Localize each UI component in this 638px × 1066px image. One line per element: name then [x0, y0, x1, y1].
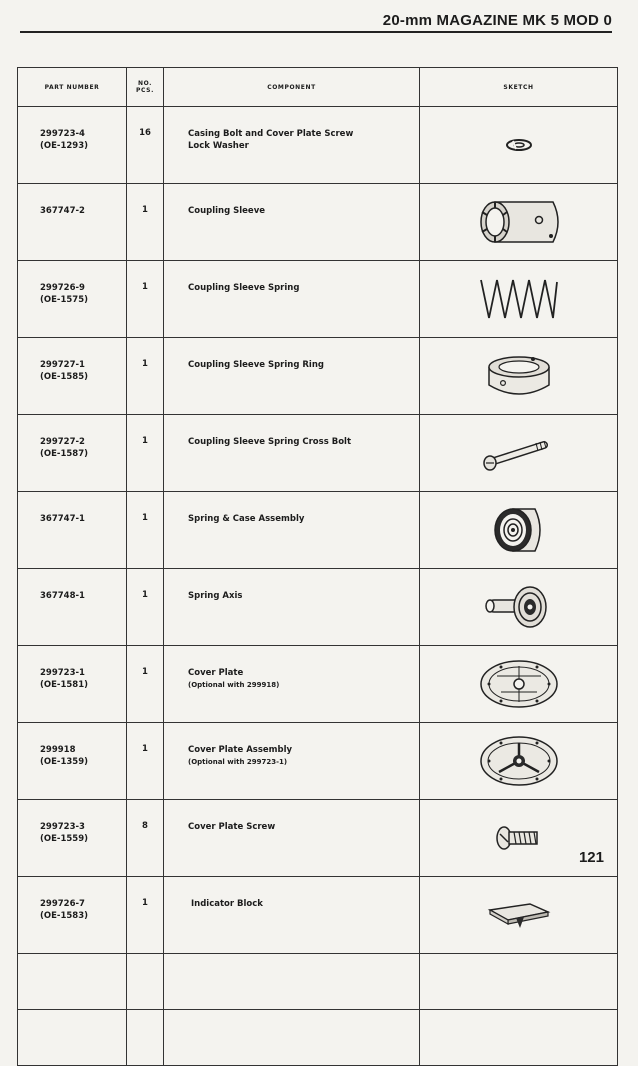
sketch-cell: [420, 107, 618, 184]
component-cell: Coupling Sleeve: [164, 184, 420, 261]
col-header-component: COMPONENT: [164, 68, 420, 107]
spring-axis-icon: [482, 583, 556, 631]
pcs-cell: 1: [127, 492, 164, 569]
page-number: 121: [578, 849, 604, 866]
pcs-cell: 1: [127, 646, 164, 723]
table-row: [18, 492, 618, 569]
spring-ring-icon: [481, 353, 557, 399]
coupling-sleeve-icon: [469, 196, 569, 248]
spring-case-icon: [487, 505, 551, 555]
component-cell: Indicator Block: [164, 877, 420, 954]
table-row-empty: [18, 954, 618, 1010]
lock-washer-icon: [499, 135, 539, 155]
part-number-cell: 367748-1: [18, 569, 127, 646]
part-number-cell: 367747-1: [18, 492, 127, 569]
spring-icon: [477, 276, 561, 322]
pcs-cell: 1: [127, 338, 164, 415]
sketch-cell: [420, 569, 618, 646]
part-number-cell: 299723-3 (OE-1559): [18, 800, 127, 877]
table-row: [18, 107, 618, 184]
cover-plate-icon: [477, 658, 561, 710]
pcs-cell: 16: [127, 107, 164, 184]
table-header-row: [18, 68, 618, 107]
table-row: [18, 569, 618, 646]
table-row: [18, 646, 618, 723]
cross-bolt-icon: [476, 433, 562, 473]
component-cell: Coupling Sleeve Spring Cross Bolt: [164, 415, 420, 492]
col-header-pcs: NO. PCS.: [127, 68, 164, 107]
table-row-empty: [18, 1010, 618, 1066]
pcs-cell: 1: [127, 261, 164, 338]
part-number-cell: 299723-1 (OE-1581): [18, 646, 127, 723]
component-cell: Cover Plate Screw: [164, 800, 420, 877]
indicator-block-icon: [486, 900, 552, 930]
pcs-cell: 1: [127, 877, 164, 954]
component-cell: Cover Plate (Optional with 299918): [164, 646, 420, 723]
part-number-cell: 367747-2: [18, 184, 127, 261]
header-rule: [20, 31, 612, 33]
part-number-cell: 299727-2 (OE-1587): [18, 415, 127, 492]
cover-plate-assembly-icon: [477, 734, 561, 788]
sketch-cell: [420, 415, 618, 492]
part-number-cell: 299727-1 (OE-1585): [18, 338, 127, 415]
table-row: [18, 261, 618, 338]
table-row: [18, 184, 618, 261]
sketch-cell: [420, 184, 618, 261]
table-row: [18, 415, 618, 492]
component-cell: Cover Plate Assembly (Optional with 299723-1): [164, 723, 420, 800]
part-number-cell: 299723-4 (OE-1293): [18, 107, 127, 184]
col-header-part-number: PART NUMBER: [18, 68, 127, 107]
sketch-cell: [420, 646, 618, 723]
part-number-cell: 299918 (OE-1359): [18, 723, 127, 800]
component-cell: Coupling Sleeve Spring: [164, 261, 420, 338]
screw-icon: [494, 822, 544, 854]
page-title: 20-mm MAGAZINE MK 5 MOD 0: [382, 12, 612, 29]
col-header-sketch: SKETCH: [420, 68, 618, 107]
pcs-cell: 1: [127, 723, 164, 800]
sketch-cell: [420, 492, 618, 569]
parts-table: [17, 67, 618, 1066]
component-cell: Spring & Case Assembly: [164, 492, 420, 569]
pcs-cell: 1: [127, 569, 164, 646]
component-cell: Coupling Sleeve Spring Ring: [164, 338, 420, 415]
table-row: [18, 800, 618, 877]
part-number-cell: 299726-9 (OE-1575): [18, 261, 127, 338]
component-cell: Casing Bolt and Cover Plate Screw Lock Washer: [164, 107, 420, 184]
table-row: [18, 877, 618, 954]
sketch-cell: [420, 877, 618, 954]
sketch-cell: [420, 723, 618, 800]
pcs-cell: 1: [127, 184, 164, 261]
pcs-cell: 8: [127, 800, 164, 877]
sketch-cell: [420, 338, 618, 415]
component-cell: Spring Axis: [164, 569, 420, 646]
sketch-cell: [420, 261, 618, 338]
part-number-cell: 299726-7 (OE-1583): [18, 877, 127, 954]
pcs-cell: 1: [127, 415, 164, 492]
table-row: [18, 338, 618, 415]
table-row: [18, 723, 618, 800]
